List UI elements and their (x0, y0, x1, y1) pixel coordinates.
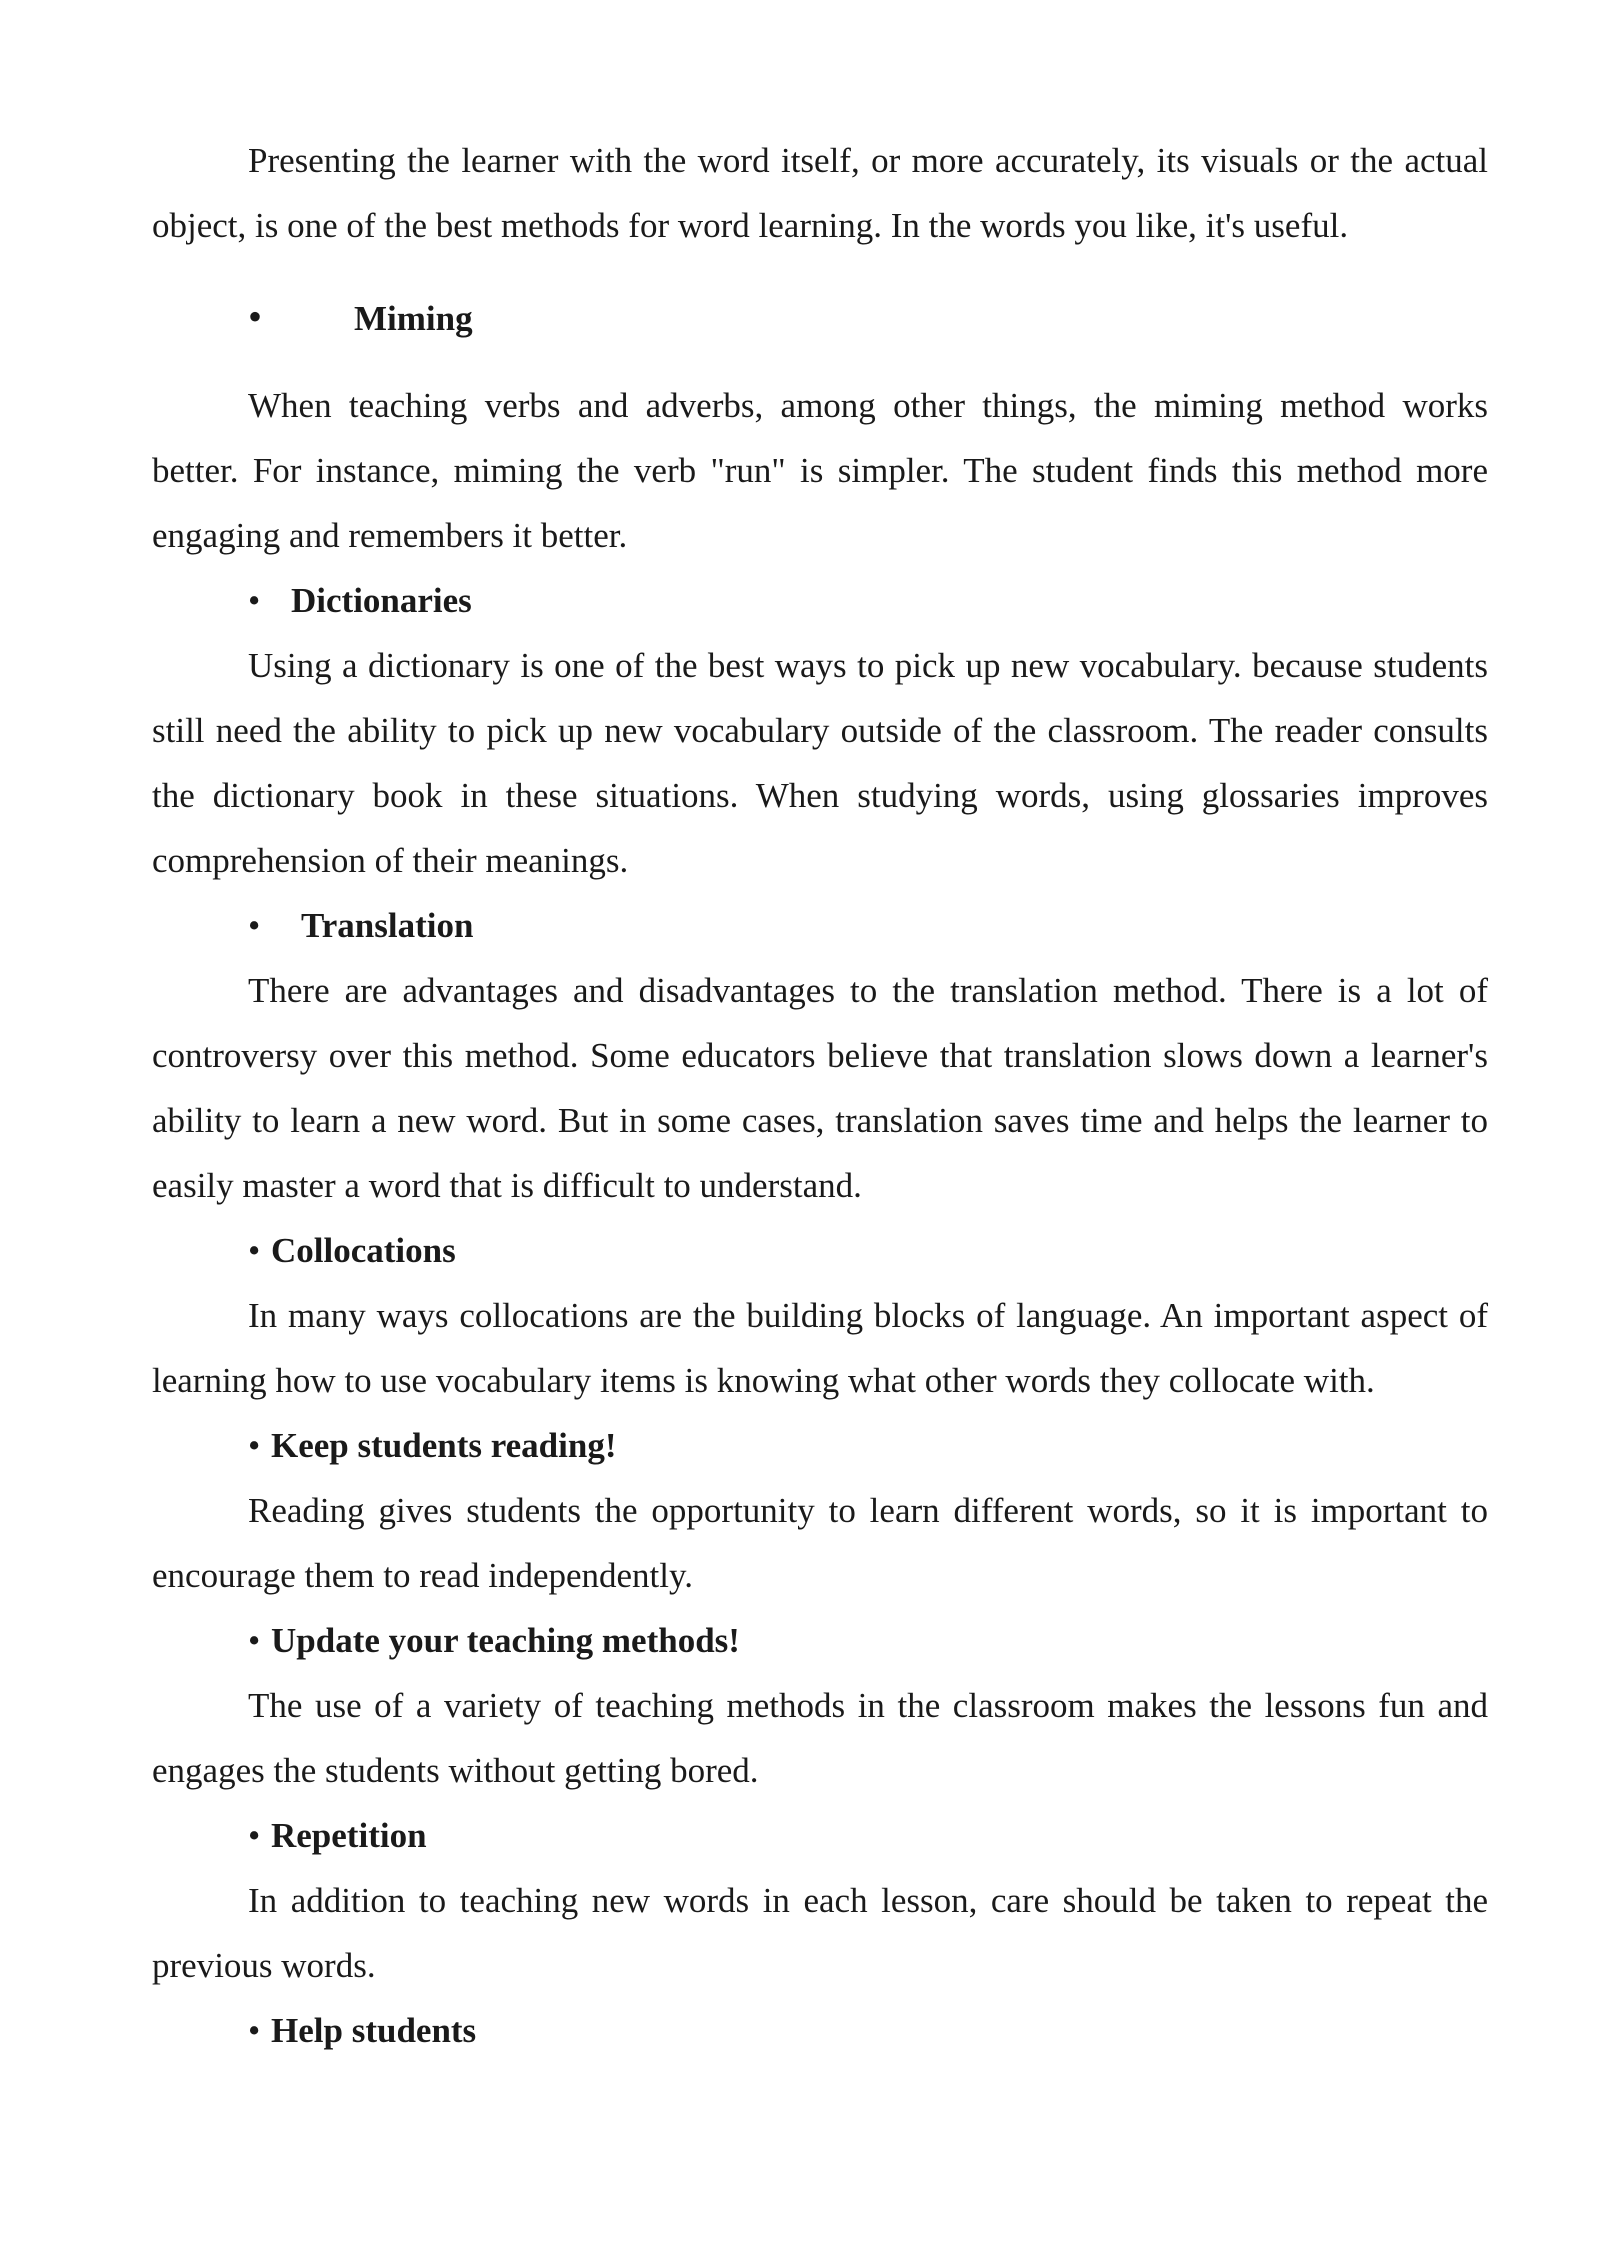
heading-keep-reading (152, 1413, 1488, 1478)
keep-reading-paragraph: Reading gives students the opportunity to learn different words, so it is important to encourage them to read independently. (152, 1491, 1488, 1595)
heading-text: Help students (271, 2011, 477, 2050)
heading-text: Miming (354, 299, 473, 338)
heading-text: Repetition (271, 1816, 427, 1855)
update-methods-paragraph: The use of a variety of teaching methods in the classroom makes the lessons fun and engages the students without getting bored. (152, 1686, 1488, 1790)
heading-collocations (152, 1218, 1488, 1283)
miming-paragraph: When teaching verbs and adverbs, among other things, the miming method works better. For instance, miming the verb "run" is simpler. The student finds this method more engaging and remembers it better. (152, 386, 1488, 555)
heading-miming (152, 284, 1488, 351)
heading-text: Collocations (271, 1231, 456, 1270)
bullet-icon: • (248, 581, 261, 620)
heading-help-students (152, 1998, 1488, 2063)
heading-text: Update your teaching methods! (271, 1621, 740, 1660)
heading-translation (152, 893, 1488, 958)
repetition-paragraph: In addition to teaching new words in each lesson, care should be taken to repeat the previous words. (152, 1881, 1488, 1985)
bullet-icon: • (248, 1426, 261, 1465)
bullet-icon: • (248, 1621, 261, 1660)
heading-text: Translation (301, 906, 474, 945)
heading-dictionaries (152, 568, 1488, 633)
dictionaries-paragraph: Using a dictionary is one of the best ways to pick up new vocabulary. because students still need the ability to pick up new vocabulary outside of the classroom. The reader consults the dictionary book in these situations. When studying words, using glossaries improves comprehension of their meanings. (152, 646, 1488, 880)
bullet-icon: • (248, 2011, 261, 2050)
bullet-icon: • (248, 906, 261, 945)
heading-repetition (152, 1803, 1488, 1868)
collocations-paragraph: In many ways collocations are the building blocks of language. An important aspect of learning how to use vocabulary items is knowing what other words they collocate with. (152, 1296, 1488, 1400)
intro-paragraph: Presenting the learner with the word itself, or more accurately, its visuals or the actual object, is one of the best methods for word learning. In the words you like, it's useful. (152, 141, 1488, 245)
bullet-icon: • (248, 294, 263, 339)
bullet-icon: • (248, 1231, 261, 1270)
heading-text: Dictionaries (291, 581, 472, 620)
document-page (152, 128, 1488, 2063)
heading-text: Keep students reading! (271, 1426, 617, 1465)
heading-update-methods (152, 1608, 1488, 1673)
translation-paragraph: There are advantages and disadvantages to the translation method. There is a lot of controversy over this method. Some educators believe that translation slows down a learner's ability to learn a new word. But in some cases, translation saves time and helps the learner to easily master a word that is difficult to understand. (152, 971, 1488, 1205)
bullet-icon: • (248, 1816, 261, 1855)
